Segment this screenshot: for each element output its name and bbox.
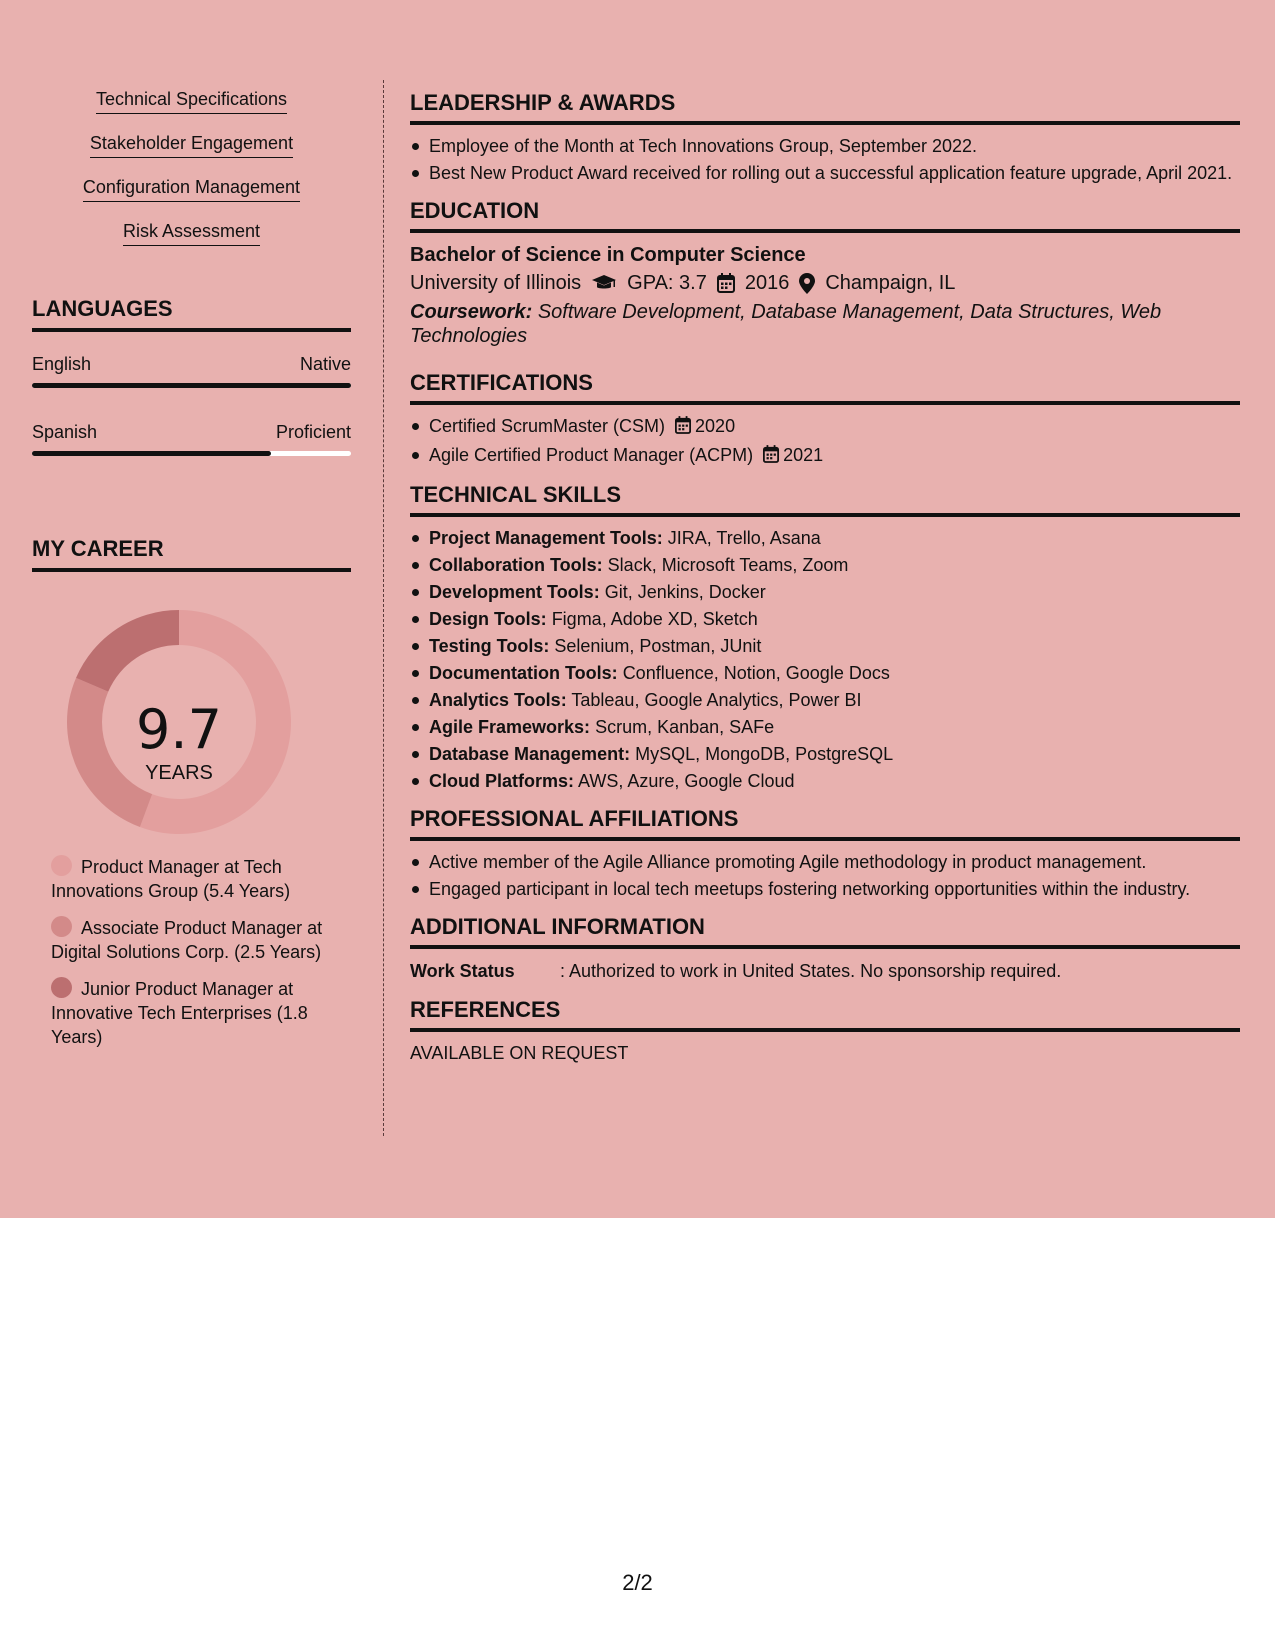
list-item: Active member of the Agile Alliance promoting Agile methodology in product management.: [410, 850, 1240, 874]
calendar-icon: [675, 416, 691, 440]
skills-list: [32, 88, 351, 246]
sidebar: [32, 80, 351, 1062]
certification-year: 2020: [695, 416, 736, 436]
work-status-row: [410, 958, 1240, 984]
skill-value: Slack, Microsoft Teams, Zoom: [607, 555, 849, 575]
certification-year: 2021: [783, 445, 824, 465]
list-item: Employee of the Month at Tech Innovations Group, September 2022.: [410, 134, 1240, 158]
coursework: [410, 300, 1240, 348]
graduation-year: 2016: [744, 272, 790, 294]
language-bar-fill: [32, 383, 351, 388]
section-heading: CERTIFICATIONS: [410, 370, 1240, 405]
list-item: [410, 688, 1240, 712]
list-item: [410, 742, 1240, 766]
affiliations-section: [410, 806, 1240, 901]
list-item: [410, 715, 1240, 739]
calendar-icon: [763, 445, 779, 469]
skill-item: Configuration Management: [83, 176, 300, 202]
skill-label: Documentation Tools:: [429, 663, 618, 683]
references-text: AVAILABLE ON REQUEST: [410, 1043, 629, 1063]
skill-value: Confluence, Notion, Google Docs: [622, 663, 890, 683]
skill-value: Figma, Adobe XD, Sketch: [551, 609, 758, 629]
leadership-section: [410, 90, 1240, 185]
skill-label: Collaboration Tools:: [429, 555, 603, 575]
career-legend-item: [51, 916, 351, 964]
education-meta: [410, 268, 1240, 298]
school-name: University of Illinois: [410, 272, 582, 294]
skill-item: Stakeholder Engagement: [90, 132, 293, 158]
work-status-label: Work Status: [410, 961, 515, 981]
career-heading: MY CAREER: [32, 536, 351, 572]
skill-label: Design Tools:: [429, 609, 547, 629]
career-item-label: Product Manager at Tech Innovations Group (5.4 Years): [51, 857, 291, 901]
main-content: [410, 90, 1240, 1078]
career-legend-item: [51, 977, 351, 1049]
career-section: [32, 536, 351, 1049]
skill-value: AWS, Azure, Google Cloud: [578, 771, 795, 791]
language-bar: [32, 451, 351, 456]
skill-label: Testing Tools:: [429, 636, 550, 656]
section-heading: ADDITIONAL INFORMATION: [410, 914, 1240, 949]
languages-heading: LANGUAGES: [32, 296, 351, 332]
graduation-cap-icon: [591, 274, 617, 292]
skill-value: MySQL, MongoDB, PostgreSQL: [635, 744, 894, 764]
skill-value: Selenium, Postman, JUnit: [554, 636, 762, 656]
skill-label: Database Management:: [429, 744, 631, 764]
career-legend-item: [51, 855, 351, 903]
legend-dot: [51, 977, 72, 998]
languages-section: [32, 296, 351, 456]
certifications-section: [410, 370, 1240, 469]
language-name: English: [32, 354, 92, 374]
language-name: Spanish: [32, 422, 98, 442]
section-heading: LEADERSHIP & AWARDS: [410, 90, 1240, 125]
list-item: Best New Product Award received for rolling out a successful application feature upgrade, April 2021.: [410, 161, 1240, 185]
skill-value: Git, Jenkins, Docker: [604, 582, 766, 602]
language-level: Native: [299, 354, 351, 374]
skill-value: Tableau, Google Analytics, Power BI: [571, 690, 862, 710]
legend-dot: [51, 916, 72, 937]
coursework-label: Coursework:: [410, 301, 533, 323]
references-section: [410, 997, 1240, 1065]
skill-label: Agile Frameworks:: [429, 717, 591, 737]
work-status-value: : Authorized to work in United States. No sponsorship required.: [560, 961, 1062, 981]
list-item: [410, 580, 1240, 604]
skill-value: Scrum, Kanban, SAFe: [595, 717, 775, 737]
section-heading: PROFESSIONAL AFFILIATIONS: [410, 806, 1240, 841]
career-item-label: Junior Product Manager at Innovative Tech Enterprises (1.8 Years): [51, 979, 308, 1047]
list-item: [410, 526, 1240, 550]
coursework-text: Software Development, Database Management, Data Structures, Web Technologies: [410, 301, 1162, 347]
map-pin-icon: [799, 273, 815, 294]
language-bar-fill: [32, 451, 271, 456]
certification-name: Certified ScrumMaster (CSM): [429, 416, 666, 436]
skill-item: Technical Specifications: [96, 88, 287, 114]
career-donut-segment: [76, 610, 179, 692]
list-item: [410, 553, 1240, 577]
skill-label: Development Tools:: [429, 582, 600, 602]
language-row: [32, 354, 351, 375]
section-heading: TECHNICAL SKILLS: [410, 482, 1240, 517]
language-row: [32, 422, 351, 443]
calendar-icon: [717, 273, 735, 293]
career-donut-chart: [32, 572, 351, 834]
additional-info-section: [410, 914, 1240, 984]
career-item-label: Associate Product Manager at Digital Solutions Corp. (2.5 Years): [51, 918, 323, 962]
career-total: 9.7: [136, 698, 222, 761]
list-item: [410, 414, 1240, 440]
skill-value: JIRA, Trello, Asana: [667, 528, 821, 548]
page-number: 2/2: [622, 1570, 653, 1595]
education-section: [410, 198, 1240, 348]
section-heading: EDUCATION: [410, 198, 1240, 233]
list-item: [410, 634, 1240, 658]
gpa: GPA: 3.7: [627, 272, 707, 294]
legend-dot: [51, 855, 72, 876]
list-item: [410, 661, 1240, 685]
list-item: [410, 607, 1240, 631]
skill-label: Analytics Tools:: [429, 690, 567, 710]
skill-label: Project Management Tools:: [429, 528, 663, 548]
section-heading: REFERENCES: [410, 997, 1240, 1032]
language-level: Proficient: [275, 422, 351, 442]
education-location: Champaign, IL: [825, 272, 956, 294]
technical-skills-section: [410, 482, 1240, 793]
skill-item: Risk Assessment: [123, 220, 260, 246]
language-bar: [32, 383, 351, 388]
career-legend: [32, 855, 351, 1049]
list-item: [410, 443, 1240, 469]
certification-name: Agile Certified Product Manager (ACPM): [429, 445, 754, 465]
career-unit: YEARS: [145, 762, 213, 784]
list-item: [410, 769, 1240, 793]
column-divider: [383, 80, 384, 1136]
degree-title: Bachelor of Science in Computer Science: [410, 244, 806, 266]
list-item: Engaged participant in local tech meetups fostering networking opportunities within the industry.: [410, 877, 1240, 901]
skill-label: Cloud Platforms:: [429, 771, 575, 791]
